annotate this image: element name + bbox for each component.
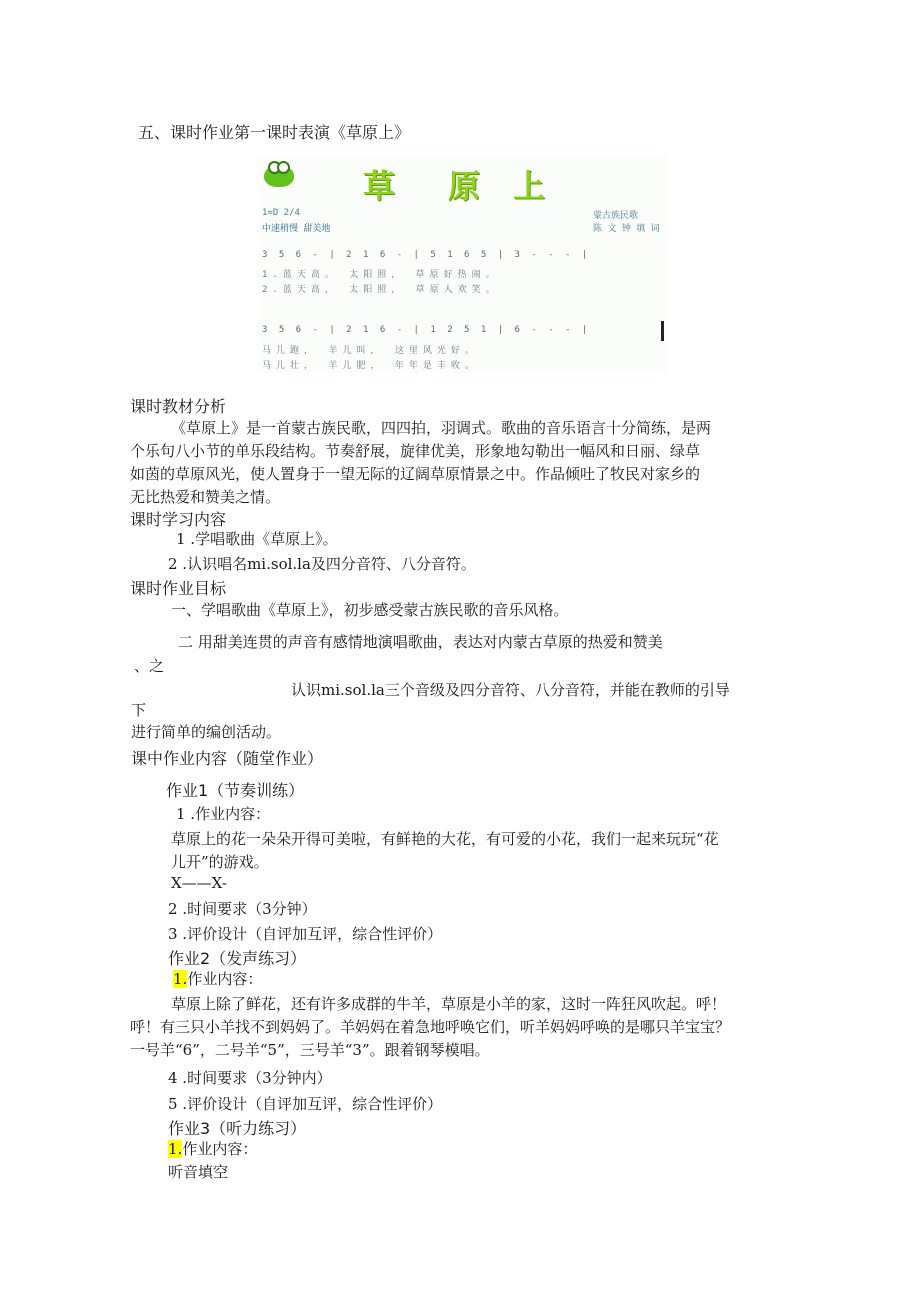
analysis-line-4: 无比热爱和赞美之情。 — [130, 488, 281, 506]
section-title-homework: 课中作业内容（随堂作业） — [131, 749, 324, 768]
goal-2: 二 用甜美连贯的声音有感情地演唱歌曲，表达对内蒙古草原的热爱和赞美 — [178, 633, 663, 651]
score-credit-2: 陈 文 钟 填 词 — [593, 224, 660, 234]
goal-3-cont: 进行简单的编创活动。 — [131, 723, 282, 741]
score-title-char-3: 上 — [513, 167, 546, 205]
goal-3: 认识mi.sol.la三个音级及四分音符、八分音符，并能在教师的引导 — [291, 681, 730, 699]
hw1-content-label: 1 .作业内容： — [176, 805, 271, 823]
hw1-text-line-1: 草原上的花一朵朵开得可美啦，有鲜艳的大花，有可爱的小花，我们一起来玩玩“花 — [171, 830, 719, 848]
hw2-content-label — [173, 968, 262, 989]
hw2-text-line-2: 呼！有三只小羊找不到妈妈了。羊妈妈在着急地呼唤它们，听羊妈妈呼唤的是哪只羊宝宝？ — [130, 1018, 731, 1036]
hw2-time: 4 .时间要求（3分钟内） — [168, 1069, 332, 1087]
page-heading: 五、课时作业第一课时表演《草原上》 — [138, 123, 411, 142]
score-end-barline — [661, 321, 664, 341]
hw2-number-highlight: 1. — [173, 970, 188, 988]
score-key: 1=D 2/4 — [262, 208, 300, 218]
score-title-char-1: 草 — [363, 167, 396, 205]
score-notes-line-2: 3 5 6 - | 2 1 6 - | 1 2 5 1 | 6 - - - | — [262, 325, 591, 335]
hw3-number-highlight: 1. — [168, 1140, 183, 1158]
analysis-line-1: 《草原上》是一首蒙古族民歌，四四拍，羽调式。歌曲的音乐语言十分简练，是两 — [171, 419, 712, 437]
score-lyric-1a: 1.蓝天高。 太阳照， 草原好热闹。 — [262, 270, 500, 280]
hw1-text-line-2: 儿开”的游戏。 — [171, 853, 269, 871]
score-lyric-1b: 2.蓝天高， 太阳照， 草原人欢笑。 — [262, 285, 500, 295]
hw2-text-line-3: 一号羊“6”，二号羊“5”，三号羊“3”。跟着钢琴模唱。 — [130, 1041, 490, 1059]
analysis-line-2: 个乐句八小节的单乐段结构。节奏舒展，旋律优美，形象地勾勒出一幅风和日丽、绿草 — [130, 442, 701, 460]
score-credit-1: 蒙古族民歌 — [593, 211, 639, 221]
hw1-time: 2 .时间要求（3分钟） — [168, 900, 317, 918]
score-lyric-2b: 马儿壮， 羊儿肥， 年年是丰收。 — [262, 361, 479, 371]
hw2-eval: 5 .评价设计（自评加互评，综合性评价） — [168, 1095, 443, 1113]
content-item-1: 1 .学唱歌曲《草原上》。 — [176, 530, 338, 548]
hw3-title: 作业3（听力练习） — [168, 1119, 307, 1138]
score-lyric-2a: 马儿跑， 羊儿叫， 这里风光好。 — [262, 346, 479, 356]
hw2-title: 作业2（发声练习） — [168, 949, 307, 968]
hw1-title: 作业1（节奏训练） — [166, 781, 305, 800]
score-title-char-2: 原 — [448, 167, 481, 205]
hw1-eval: 3 .评价设计（自评加互评，综合性评价） — [168, 925, 443, 943]
hw3-text: 听音填空 — [168, 1163, 229, 1181]
hw3-content-text: 作业内容： — [182, 1140, 258, 1158]
section-title-analysis: 课时教材分析 — [130, 397, 227, 416]
hw2-content-text: 作业内容： — [187, 970, 263, 988]
goal-2-tail: 、之 — [134, 657, 165, 675]
hw2-text-line-1: 草原上除了鲜花，还有许多成群的牛羊，草原是小羊的家，这时一阵狂风吹起。呼！ — [171, 995, 727, 1013]
hw3-content-label — [168, 1138, 257, 1159]
section-title-content: 课时学习内容 — [130, 510, 227, 529]
song-score-image — [258, 155, 668, 373]
content-item-2: 2 .认识唱名mi.sol.la及四分音符、八分音符。 — [168, 555, 476, 573]
score-tempo: 中速稍慢 甜美地 — [262, 224, 331, 234]
frog-icon — [264, 165, 294, 187]
goal-3-tail: 下 — [131, 701, 147, 719]
score-notes-line-1: 3 5 6 - | 2 1 6 - | 5 1 6 5 | 3 - - - | — [262, 250, 591, 260]
hw1-rhythm: X——X- — [171, 874, 227, 892]
goal-1: 一、学唱歌曲《草原上》，初步感受蒙古族民歌的音乐风格。 — [171, 601, 569, 619]
analysis-line-3: 如茵的草原风光，使人置身于一望无际的辽阔草原情景之中。作品倾吐了牧民对家乡的 — [130, 465, 701, 483]
section-title-goals: 课时作业目标 — [130, 579, 227, 598]
